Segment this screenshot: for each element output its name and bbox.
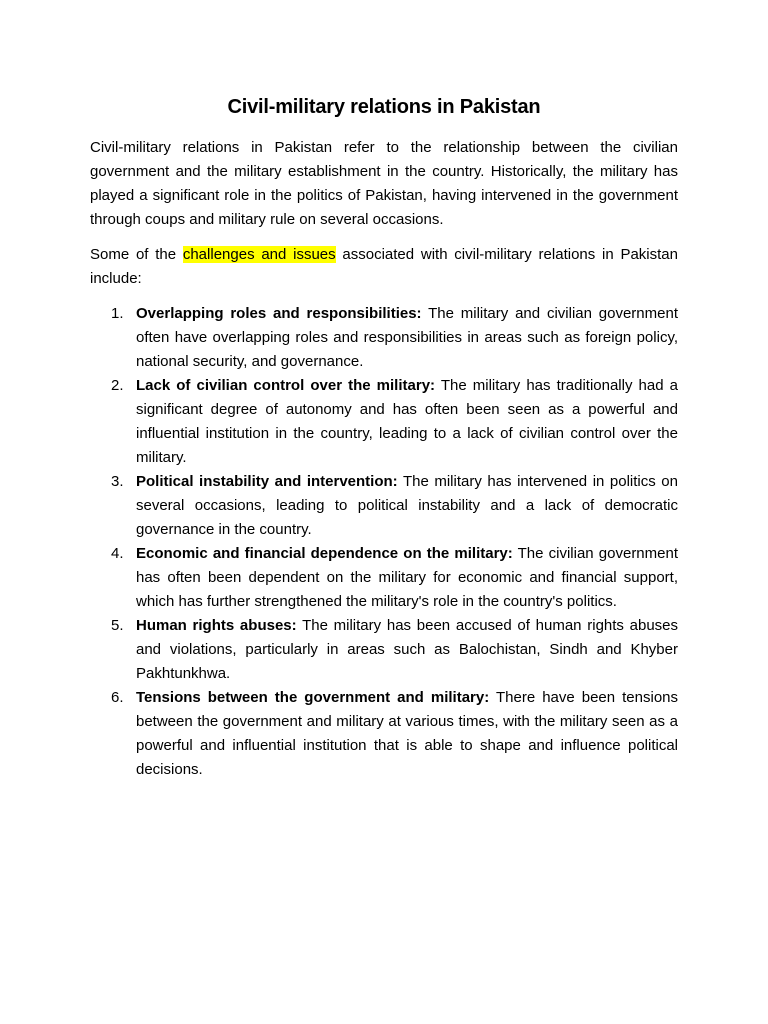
list-item-number: 6. bbox=[111, 689, 124, 706]
challenges-paragraph bbox=[90, 243, 678, 291]
list-item bbox=[90, 542, 678, 614]
list-item-text: The military and civilian government often have overlapping roles and responsibilities in areas such as foreign policy, national security, and governance. bbox=[136, 305, 678, 370]
list-item-text: The civilian government has often been dependent on the military for economic and financial support, which has further strengthened the military's role in the country's politics. bbox=[136, 545, 678, 610]
list-item-text: The military has intervened in politics on several occasions, leading to political instability and a lack of democratic governance in the country. bbox=[136, 473, 678, 538]
list-item-heading: Political instability and intervention: bbox=[136, 473, 398, 490]
document-title: Civil-military relations in Pakistan bbox=[227, 96, 541, 118]
list-item bbox=[90, 302, 678, 374]
list-item bbox=[90, 470, 678, 542]
list-item-text: The military has been accused of human rights abuses and violations, particularly in areas such as Balochistan, Sindh and Khyber Pakhtunkhwa. bbox=[136, 617, 679, 682]
list-item bbox=[90, 614, 678, 686]
issues-list bbox=[90, 302, 678, 782]
highlighted-phrase: challenges and issues bbox=[182, 246, 336, 263]
list-item-text: There have been tensions between the government and military at various times, with the military seen as a powerful and influential institution that is able to shape and influence political decisions. bbox=[136, 689, 678, 778]
list-item-text: The military has traditionally had a significant degree of autonomy and has often been seen as a powerful and influential institution in the country, leading to a lack of civilian control over the military. bbox=[136, 377, 678, 466]
list-item-number: 2. bbox=[111, 377, 124, 394]
list-item-heading: Lack of civilian control over the military: bbox=[136, 377, 436, 394]
list-item-number: 4. bbox=[111, 545, 124, 562]
list-item-number: 3. bbox=[111, 473, 124, 490]
intro-paragraph: Civil-military relations in Pakistan refer to the relationship between the civilian government and the military establishment in the country. Historically, the military has played a significant role in the politics of Pakistan, having intervened in the government through coups and military rule on several occasions. bbox=[90, 139, 678, 228]
list-item-heading: Human rights abuses: bbox=[136, 617, 297, 634]
list-item bbox=[90, 374, 678, 470]
list-item-heading: Tensions between the government and military: bbox=[136, 689, 490, 706]
list-item-heading: Economic and financial dependence on the military: bbox=[136, 545, 513, 562]
list-item-heading: Overlapping roles and responsibilities: bbox=[136, 305, 422, 322]
document-page bbox=[90, 94, 678, 782]
list-item-number: 1. bbox=[111, 305, 124, 322]
challenges-text-after: associated with civil-military relations in Pakistan include: bbox=[90, 246, 678, 287]
list-item-number: 5. bbox=[111, 617, 124, 634]
list-item bbox=[90, 686, 678, 782]
challenges-text-before: Some of the bbox=[90, 246, 183, 263]
